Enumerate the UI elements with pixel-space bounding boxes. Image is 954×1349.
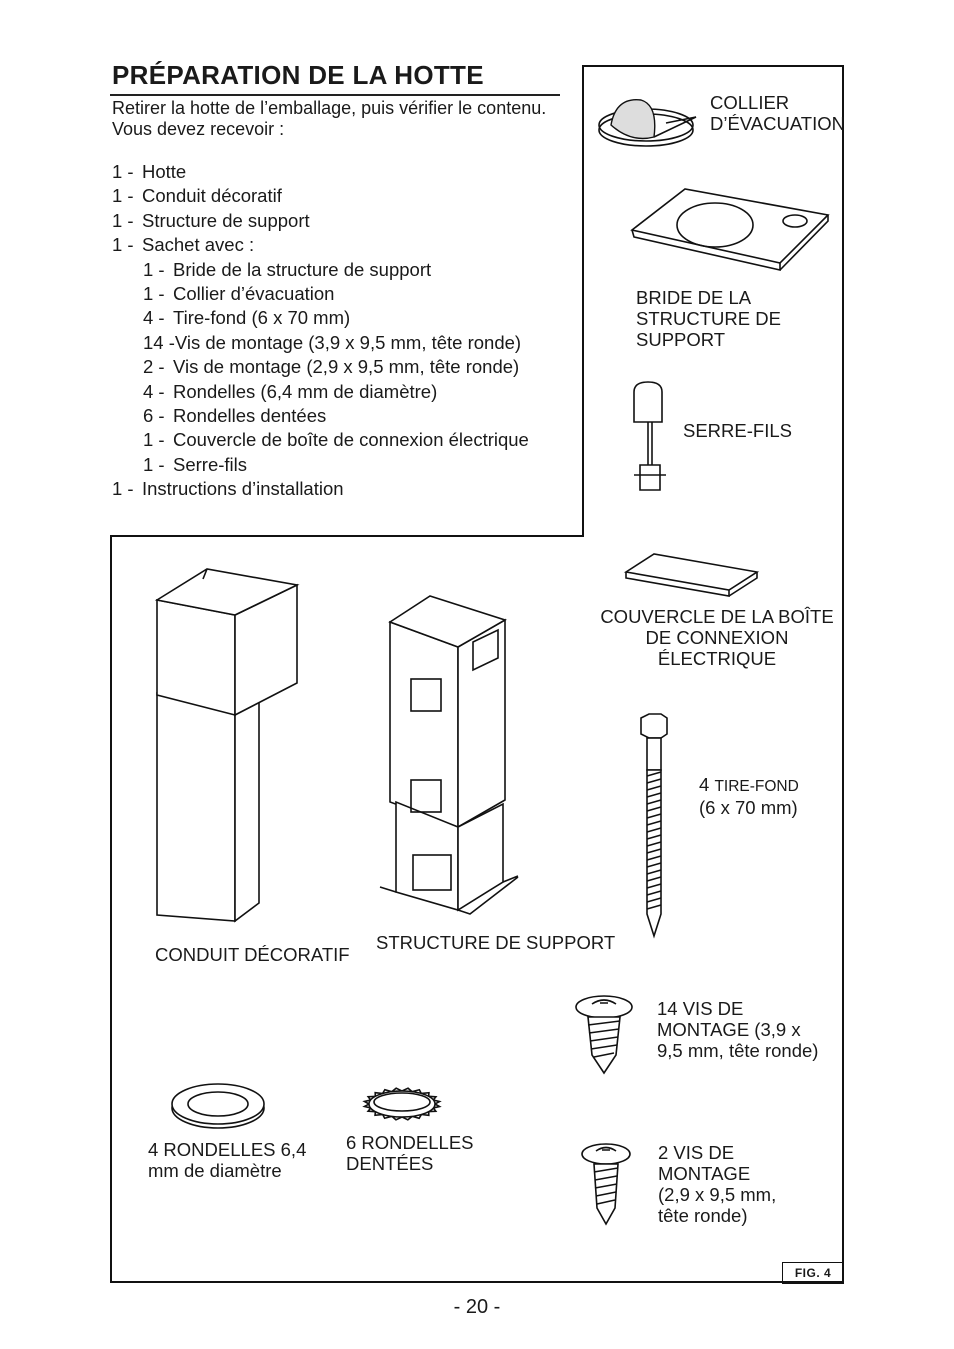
intro-line-2: Vous devez recevoir : xyxy=(112,118,285,139)
contents-item-text: Instructions d’installation xyxy=(142,478,344,500)
support-bracket-illustration xyxy=(630,185,830,270)
exhaust-collar-illustration xyxy=(596,95,706,155)
contents-item-quantity: 1 - xyxy=(112,234,134,256)
contents-item xyxy=(112,306,529,330)
mounting-screw-2-illustration xyxy=(580,1142,634,1226)
contents-item-text: Bride de la structure de support xyxy=(173,258,432,280)
contents-item xyxy=(112,380,529,404)
contents-item-quantity: 1 - xyxy=(143,453,165,475)
contents-item-quantity: 1 - xyxy=(112,161,134,182)
contents-item-quantity: 14 - xyxy=(143,331,175,353)
figure-label: FIG. 4 xyxy=(782,1262,844,1284)
contents-item xyxy=(112,355,529,379)
title-underline xyxy=(110,94,560,96)
label-decorative-duct: CONDUIT DÉCORATIF xyxy=(155,944,350,965)
contents-item-quantity: 4 - xyxy=(143,307,165,329)
contents-item-text: Collier d’évacuation xyxy=(173,283,335,305)
contents-item xyxy=(112,331,529,355)
frame-right xyxy=(842,65,844,1283)
contents-item xyxy=(112,184,529,208)
label-wire-clamp: SERRE-FILS xyxy=(683,420,792,441)
decorative-duct-illustration xyxy=(155,565,305,925)
contents-item xyxy=(112,233,529,257)
frame-middle xyxy=(110,535,584,537)
label-support-structure: STRUCTURE DE SUPPORT xyxy=(376,932,616,953)
contents-item-text: Vis de montage (3,9 x 9,5 mm, tête ronde) xyxy=(174,331,522,353)
contents-item-text: Rondelles dentées xyxy=(173,405,327,427)
contents-item-text: Structure de support xyxy=(142,209,310,231)
lag-screw-size: (6 x 70 mm) xyxy=(699,797,798,818)
contents-item-quantity: 1 - xyxy=(143,429,165,451)
contents-item-quantity: 1 - xyxy=(112,185,134,207)
label-mounting-screws-14: 14 VIS DE MONTAGE (3,9 x 9,5 mm, tête ronde) xyxy=(657,998,819,1061)
contents-item-text: Tire-fond (6 x 70 mm) xyxy=(173,307,351,329)
contents-item-text: Vis de montage (2,9 x 9,5 mm, tête ronde) xyxy=(173,356,520,378)
label-toothed-washers: 6 RONDELLES DENTÉES xyxy=(346,1132,474,1174)
contents-item xyxy=(112,453,529,477)
frame-top xyxy=(582,65,844,67)
contents-item-text: Sachet avec : xyxy=(142,234,255,256)
contents-item-quantity: 2 - xyxy=(143,356,165,378)
label-exhaust-collar: COLLIER D’ÉVACUATION xyxy=(710,92,845,134)
label-lag-screws xyxy=(699,774,799,818)
contents-item-quantity: 1 - xyxy=(143,258,165,280)
contents-item-text: Serre-fils xyxy=(173,453,248,475)
washer-illustration xyxy=(168,1082,268,1130)
mounting-screw-14-illustration xyxy=(574,995,636,1075)
contents-item-quantity: 6 - xyxy=(143,405,165,427)
contents-list xyxy=(112,160,529,502)
contents-item-quantity: 4 - xyxy=(143,380,165,402)
page-number: - 20 - xyxy=(453,1296,501,1318)
lag-screw-count: 4 xyxy=(699,774,710,795)
contents-item-text: Couvercle de boîte de connexion électrique xyxy=(173,429,529,451)
contents-item-quantity: 1 - xyxy=(112,209,134,231)
frame-bottom xyxy=(110,1281,844,1283)
contents-item xyxy=(112,404,529,428)
support-structure-illustration xyxy=(378,592,523,922)
page-title: PRÉPARATION DE LA HOTTE xyxy=(112,60,484,90)
intro-text xyxy=(112,98,552,139)
contents-item xyxy=(112,428,529,452)
contents-item xyxy=(112,258,529,282)
contents-item xyxy=(112,209,529,233)
label-washers: 4 RONDELLES 6,4 mm de diamètre xyxy=(148,1139,307,1181)
frame-left xyxy=(110,535,112,1283)
intro-line-1: Retirer la hotte de l’emballage, puis vérifier le contenu. xyxy=(112,98,547,118)
lag-screw-name: TIRE-FOND xyxy=(714,778,799,795)
contents-item-quantity: 1 - xyxy=(143,283,165,305)
lag-screw-illustration xyxy=(636,714,672,938)
label-junction-cover: COUVERCLE DE LA BOÎTE DE CONNEXION ÉLECTRIQUE xyxy=(600,606,834,669)
contents-item-text: Rondelles (6,4 mm de diamètre) xyxy=(173,380,438,402)
contents-item-text: Conduit décoratif xyxy=(142,185,282,207)
contents-item-quantity: 1 - xyxy=(112,478,134,500)
contents-item-text: Hotte xyxy=(142,161,187,182)
contents-item xyxy=(112,477,529,501)
contents-item xyxy=(112,282,529,306)
junction-cover-illustration xyxy=(624,552,759,592)
wire-clamp-illustration xyxy=(630,380,670,495)
label-mounting-screws-2: 2 VIS DE MONTAGE (2,9 x 9,5 mm, tête ronde) xyxy=(658,1142,777,1226)
label-support-bracket: BRIDE DE LA STRUCTURE DE SUPPORT xyxy=(636,287,781,350)
toothed-washer-illustration xyxy=(362,1086,442,1122)
frame-inner-vertical xyxy=(582,65,584,537)
contents-item xyxy=(112,160,529,184)
